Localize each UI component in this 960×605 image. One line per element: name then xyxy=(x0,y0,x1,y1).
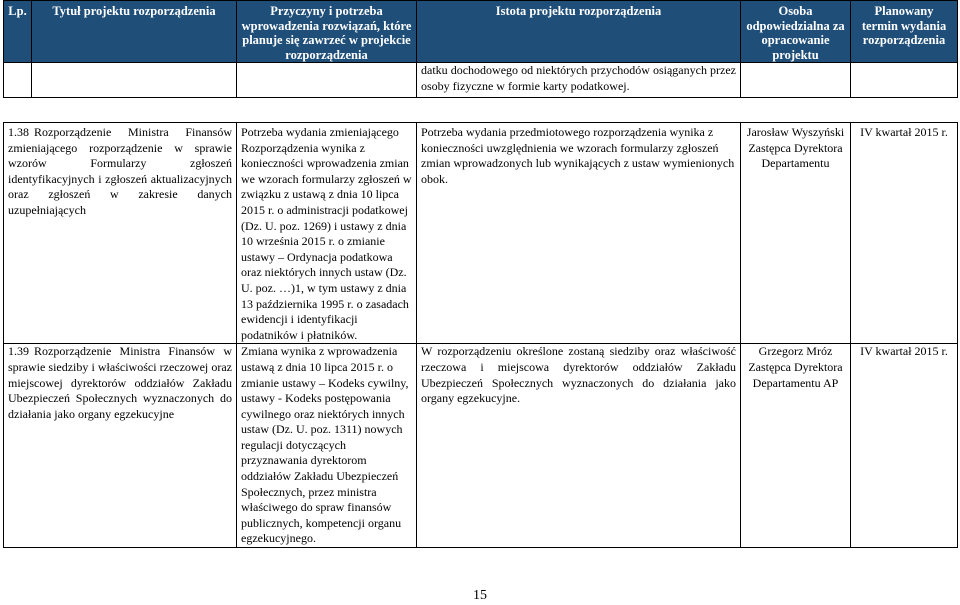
continuation-text: datku dochodowego od niektórych przychodów osiąganych przez osoby fizyczne w formie karty podatkowej. xyxy=(417,63,741,98)
header-person: Osoba odpowiedzialna za opracowanie projektu xyxy=(741,1,851,63)
row-lp: 1.38 xyxy=(8,125,29,139)
header-term: Planowany termin wydania rozporządzenia xyxy=(851,1,958,63)
row-term: IV kwartał 2015 r. xyxy=(851,123,958,344)
legislative-plan-table xyxy=(3,0,958,548)
table-header-row xyxy=(4,1,958,63)
row-title-cell xyxy=(4,344,237,548)
header-lp: Lp. xyxy=(4,1,32,63)
row-lp: 1.39 xyxy=(8,344,29,359)
table-row xyxy=(4,123,958,344)
header-title: Tytuł projektu rozporządzenia xyxy=(32,1,237,63)
header-essence: Istota projektu rozporządzenia xyxy=(417,1,741,63)
row-person: Grzegorz Mróz Zastępca Dyrektora Departamentu AP xyxy=(741,344,851,548)
table-row xyxy=(4,344,958,548)
row-title: Rozporządzenie Ministra Finansów zmieniającego rozporządzenie w sprawie wzorów Formularzy zgłoszeń identyfikacyjnych i zgłoszeń aktualizacyjnych oraz zgłoszeń w zakresie danych uzupełniających xyxy=(8,125,232,217)
row-reasons: Potrzeba wydania zmieniającego Rozporządzenia wynika z konieczności wprowadzenia zmian we wzorach formularzy zgłoszeń w związku z ustawą z dnia 10 lipca 2015 r. o administracji podatkowej (Dz. U. poz. 1269) i ustawy z dnia 10 września 2015 r. o zmianie ustawy – Ordynacja podatkowa oraz niektórych innych ustaw (Dz. U. poz. …)1, w tym ustawy z dnia 13 października 1995 r. o zasadach ewidencji i identyfikacji podatników i płatników. xyxy=(237,123,417,344)
row-title: Rozporządzenie Ministra Finansów w sprawie siedziby i właściwości rzeczowej oraz miejscowej dyrektorów oddziałów Zakładu Ubezpieczeń Społecznych wyznaczonych do działania jako organy egzekucyjne xyxy=(8,344,232,421)
row-title-cell xyxy=(4,123,237,344)
separator-row xyxy=(4,98,958,123)
row-essence: W rozporządzeniu określone zostaną siedziby oraz właściwość rzeczowa i miejscowa dyrektorów oddziałów Zakładu Ubezpieczeń Społecznych wyznaczonych do działania jako organy egzekucyjne. xyxy=(417,344,741,548)
row-reasons: Zmiana wynika z wprowadzenia ustawą z dnia 10 lipca 2015 r. o zmianie ustawy – Kodeks cywilny, ustawy - Kodeks postępowania cywilnego oraz niektórych innych ustaw (Dz. U. poz. 1311) nowych regulacji dotyczących przyznawania dyrektorom oddziałów Zakładu Ubezpieczeń Społecznych, przez ministra właściwego do spraw finansów publicznych, kompetencji organu egzekucyjnego. xyxy=(237,344,417,548)
row-term: IV kwartał 2015 r. xyxy=(851,344,958,548)
page-number: 15 xyxy=(473,588,487,603)
row-person: Jarosław Wyszyński Zastępca Dyrektora Departamentu xyxy=(741,123,851,344)
row-essence: Potrzeba wydania przedmiotowego rozporządzenia wynika z konieczności uwzględnienia we wzorach formularzy zgłoszeń zmian wprowadzonych lub wynikających z ustaw wymienionych obok. xyxy=(417,123,741,344)
header-reasons: Przyczyny i potrzeba wprowadzenia rozwiązań, które planuje się zawrzeć w projekcie rozporządzenia xyxy=(237,1,417,63)
continuation-row xyxy=(4,63,958,98)
